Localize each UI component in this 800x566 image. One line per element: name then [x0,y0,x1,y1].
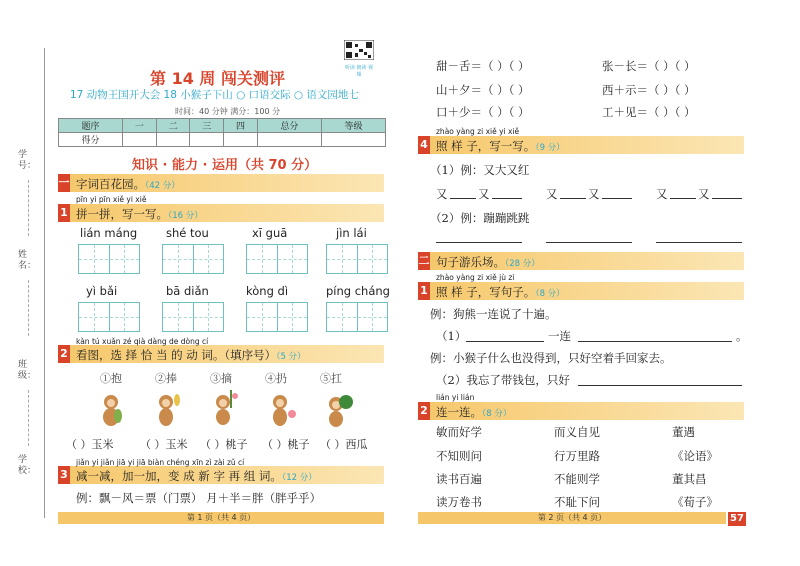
verb-option: ②捧 [155,372,177,385]
part1-title: 字词百花园。（42 分） [76,177,180,191]
score-cell[interactable] [321,133,385,147]
q5-example-2: 例：小猴子什么也没得到，只好空着手回家去。 [430,351,672,365]
q3-pinyin: jiǎn yi jiǎn jiā yi jiā biàn chéng xīn zì zài zǔ cí [76,458,245,467]
equation[interactable]: 工＋见＝（ ）（ ） [602,105,696,119]
match-item[interactable]: 《荀子》 [672,495,718,509]
answer-blank[interactable]: （ ）西瓜 [320,438,368,451]
answer-blank[interactable]: （ ）桃子 [200,438,248,451]
part1-label: 一 [58,174,70,192]
score-header: 题序 [59,119,123,133]
match-item[interactable]: 不知则问 [436,449,482,463]
equation[interactable]: 张－长＝（ ）（ ） [602,59,696,73]
page-number: 57 [728,512,746,526]
q6-text: 连一连。（8 分） [436,405,512,419]
match-item[interactable]: 不耻下问 [554,495,600,509]
pinyin-word: yì bǎi [86,284,118,298]
pinyin-word: kòng dì [246,284,289,298]
fill-line[interactable] [450,197,476,199]
fill-line[interactable] [560,197,586,199]
part2-label: 二 [418,252,430,270]
q4-text: 照 样 子，写一写。（9 分） [436,139,565,153]
score-cell[interactable] [257,133,321,147]
monkey-carrying-watermelon-image [322,392,356,428]
class-label: 班级： [18,360,37,381]
page-subtitle: 17 动物王国开大会 18 小猴子下山 ○ 口语交际 ○ 语文园地七 [70,89,359,101]
pattern-char: 又 [436,187,448,201]
answer-blank[interactable]: （ ）桃子 [262,438,310,451]
verb-option: ③摘 [210,372,232,385]
school-label: 学校： [18,455,37,476]
fill-line[interactable] [670,197,696,199]
page-footer-right: 第 2 页（共 4 页） [418,512,726,524]
q4-example-2: （2）例：蹦蹦跳跳 [430,211,530,225]
verb-option: ①抱 [100,372,122,385]
score-row-label: 得分 [59,133,123,147]
margin-dash [28,390,30,446]
verb-option: ⑤扛 [320,372,342,385]
score-table [58,118,386,147]
q3-example: 例：飘－风＝票（门票） 月＋半＝胖（胖乎乎） [76,491,322,505]
q6-number: 2 [418,402,430,420]
match-item[interactable]: 董其昌 [672,472,707,486]
q6-pinyin: lián yi lián [436,393,475,402]
verb-option: ④扔 [265,372,287,385]
match-item[interactable]: 《论语》 [672,449,718,463]
writing-grid[interactable] [246,244,308,274]
q4-number: 4 [418,136,430,154]
name-label: 姓名： [18,250,37,271]
q1-pinyin: pīn yi pīn xiě yi xiě [76,195,147,204]
writing-grid[interactable] [78,244,140,274]
q4-pinyin: zhào yàng zi xiě yi xiě [436,127,520,136]
writing-grid[interactable] [246,302,308,332]
q3-number: 3 [58,466,70,484]
match-item[interactable]: 读万卷书 [436,495,482,509]
pinyin-word: xī guā [252,226,288,240]
page-footer-left: 第 1 页（共 4 页） [58,512,384,524]
q5-sentence-2: （2）我忘了带钱包，只好 [436,373,570,387]
score-header: 三 [190,119,224,133]
q2-number: 2 [58,345,70,363]
answer-blank[interactable]: （ ）玉米 [66,438,114,451]
answer-blank[interactable]: （ ）玉米 [140,438,188,451]
score-header: 总分 [257,119,321,133]
monkey-hugging-corn-image [96,392,130,428]
part2-title: 句子游乐场。（28 分） [436,255,540,269]
monkey-picking-peach-image [210,390,244,426]
q1-text: 拼一拼，写一写。（16 分） [76,207,203,221]
student-number-label: 学号： [18,150,37,171]
q1-number: 1 [58,204,70,222]
match-item[interactable]: 读书百遍 [436,472,482,486]
match-item[interactable]: 行万里路 [554,449,600,463]
match-item[interactable]: 董遇 [672,425,695,439]
margin-dash [28,180,30,236]
q5-text: 照 样 子，写句子。（8 分） [436,285,565,299]
score-cell[interactable] [123,133,157,147]
pattern-char: 又 [656,187,668,201]
fill-line[interactable] [436,241,522,243]
writing-grid[interactable] [162,302,224,332]
score-header: 一 [123,119,157,133]
q5-example-1: 例：狗熊一连说了十遍。 [430,307,557,321]
pinyin-word: bā diǎn [166,284,209,298]
pinyin-word: jìn lái [336,226,367,240]
score-cell[interactable] [190,133,224,147]
q5-pinyin: zhào yàng zi xiě jù zi [436,273,515,282]
margin-dash [28,280,30,336]
match-item[interactable]: 不能则学 [554,472,600,486]
match-item[interactable]: 而义自见 [554,425,600,439]
writing-grid[interactable] [78,302,140,332]
pinyin-word: shé tou [166,226,209,240]
score-header: 等级 [321,119,385,133]
fill-line[interactable] [602,197,632,199]
pattern-char: 又 [698,187,710,201]
fill-line[interactable] [712,197,742,199]
fill-line[interactable] [578,384,742,386]
pinyin-word: píng cháng [326,284,390,298]
qr-code-icon[interactable] [344,40,374,78]
monkey-throwing-peach-image [266,392,300,428]
section-heading: 知识 · 能力 · 运用（共 70 分） [132,158,318,173]
qr-caption: 听读 朗读 视频 [344,65,374,78]
equation[interactable]: 口＋少＝（ ）（ ） [436,105,530,119]
fill-line[interactable] [578,340,732,342]
monkey-holding-corn-image [152,392,186,428]
writing-grid[interactable] [326,244,388,274]
score-cell[interactable] [156,133,190,147]
q2-pinyin: kàn tú xuǎn zé qià dàng de dòng cí [76,337,209,346]
pattern-char: 又 [546,187,558,201]
exam-meta: 时间：40 分钟 满分：100 分 [175,107,281,116]
pattern-char: 又 [478,187,490,201]
binding-line [44,48,45,518]
page-title: 第 14 周 闯关测评 [150,69,285,88]
equation[interactable]: 甜－舌＝（ ）（ ） [436,59,530,73]
q5-number: 1 [418,282,430,300]
pinyin-word: lián máng [80,226,138,240]
equation[interactable]: 西＋示＝（ ）（ ） [602,83,696,97]
score-cell[interactable] [224,133,258,147]
match-item[interactable]: 敏而好学 [436,425,482,439]
fill-line[interactable] [546,241,632,243]
fill-line[interactable] [656,241,742,243]
q5-sentence-1-end: 。 [736,329,748,343]
fill-line[interactable] [466,340,544,342]
writing-grid[interactable] [162,244,224,274]
q2-text: 看图，选 择 恰 当 的 动 词。（填序号）（5 分） [76,348,306,362]
score-header: 二 [156,119,190,133]
fill-line[interactable] [492,197,522,199]
pattern-char: 又 [588,187,600,201]
score-header: 四 [224,119,258,133]
equation[interactable]: 山＋夕＝（ ）（ ） [436,83,530,97]
writing-grid[interactable] [326,302,388,332]
q3-text: 减一减，加一加，变 成 新 字 再 组 词。（12 分） [76,469,317,483]
q5-sentence-1-number: （1） [436,329,467,343]
q5-sentence-1-word: 一连 [548,329,571,343]
q4-example-1: （1）例：又大又红 [430,163,530,177]
